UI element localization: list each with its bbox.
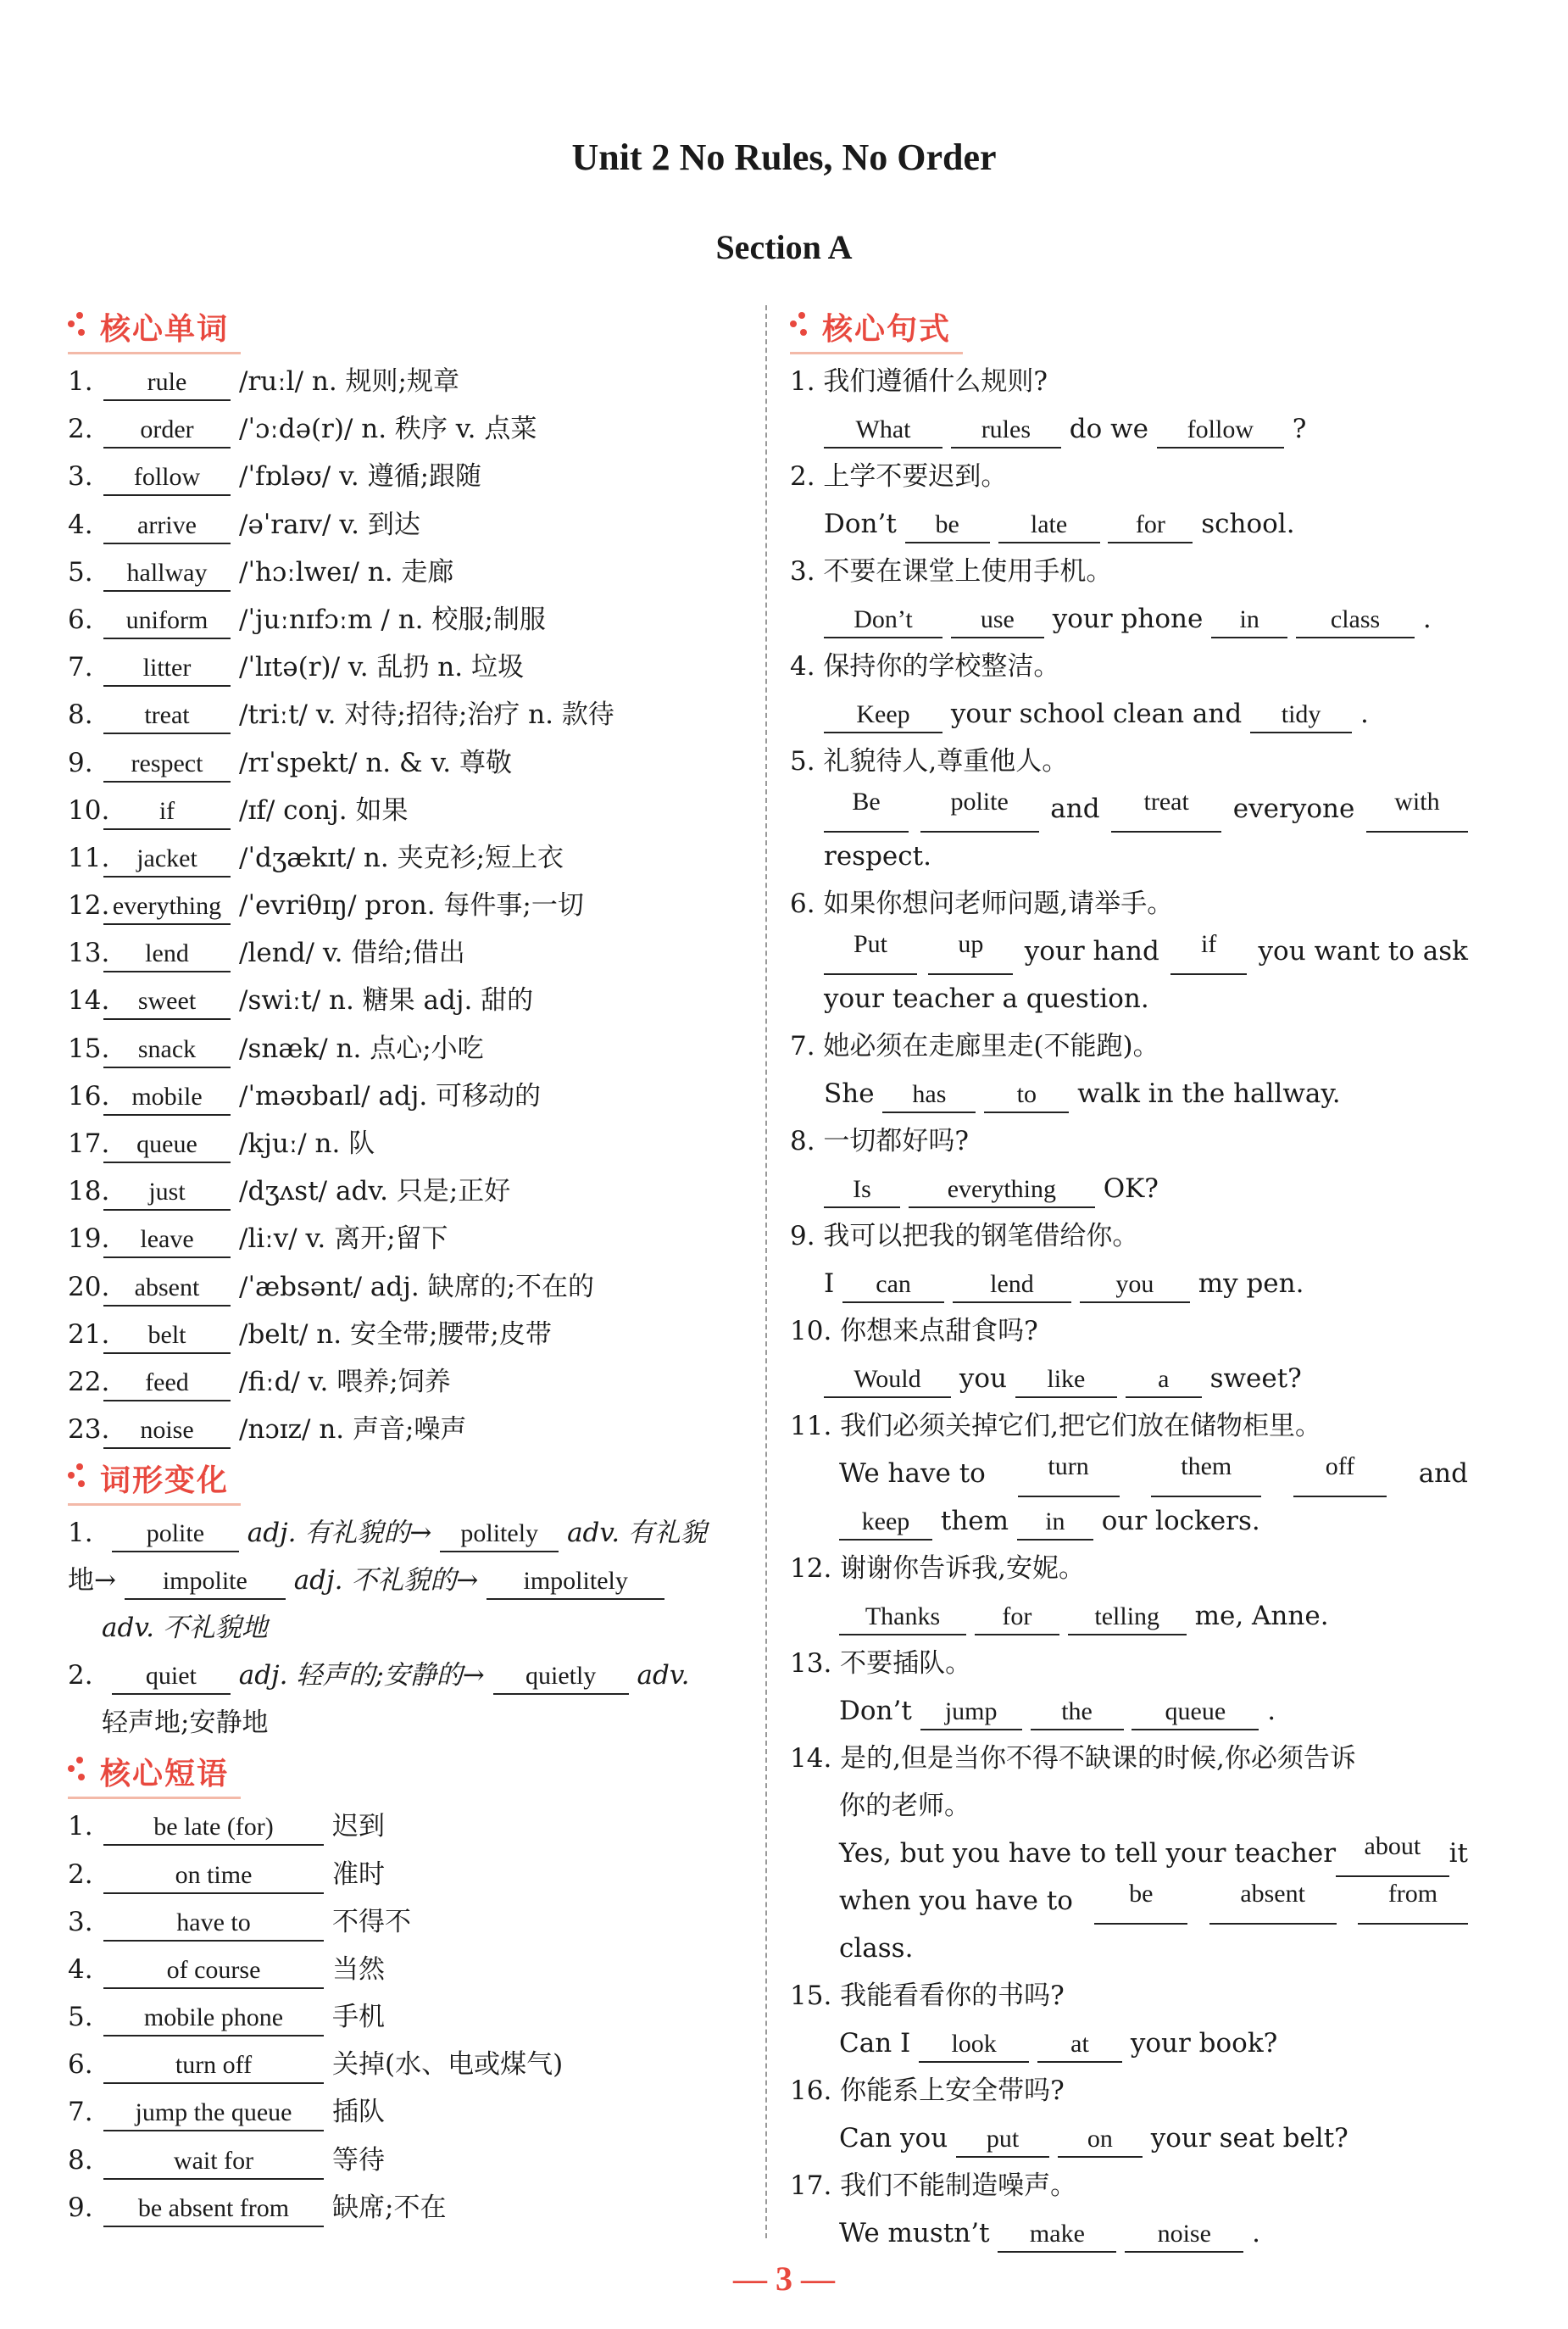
sentence-cn: 11. 我们必须关掉它们,把它们放在储物柜里。 xyxy=(790,1411,1322,1441)
answer-blank[interactable]: jacket xyxy=(103,842,231,878)
answer-blank[interactable]: on xyxy=(1058,2122,1143,2158)
answer-blank[interactable]: snack xyxy=(103,1033,231,1068)
answer-blank[interactable]: be absent from xyxy=(103,2192,324,2227)
sentence-cn: 6. 如果你想问老师问题,请举手。 xyxy=(790,889,1174,919)
answer-blank[interactable]: noise xyxy=(103,1413,231,1449)
answer-blank[interactable]: on time xyxy=(103,1858,324,1894)
answer-blank[interactable]: if xyxy=(103,794,231,830)
answer-blank[interactable]: order xyxy=(103,413,231,449)
sentence-cn: 12. 谢谢你告诉我,安妮。 xyxy=(790,1553,1086,1584)
answer-blank[interactable]: quietly xyxy=(493,1659,629,1695)
sentence-en: Don’t use your phone in class . xyxy=(790,595,1468,643)
sentence-cn: 15. 我能看看你的书吗? xyxy=(790,1981,1065,2011)
phrases-heading: 核心短语 xyxy=(68,1747,746,1802)
meaning: 关掉(水、电或煤气) xyxy=(332,2049,564,2081)
sentence-cn: 17. 我们不能制造噪声。 xyxy=(790,2170,1077,2201)
item-number: 5. xyxy=(68,2002,93,2033)
answer-blank[interactable]: with xyxy=(1366,785,1468,833)
answer-blank[interactable]: jump xyxy=(920,1695,1022,1730)
sentence-en: I can lend you my pen. xyxy=(790,1260,1468,1307)
item-number: 7. xyxy=(68,652,93,683)
answer-blank[interactable]: lend xyxy=(103,937,231,972)
sentence-cn: 9. 我可以把我的钢笔借给你。 xyxy=(790,1221,1139,1251)
answer-blank[interactable]: mobile phone xyxy=(103,2001,324,2036)
answer-blank[interactable]: Be xyxy=(824,785,909,833)
answer-blank[interactable]: What xyxy=(824,413,942,449)
answer-blank[interactable]: can xyxy=(842,1268,944,1303)
sentence-cn: 3. 不要在课堂上使用手机。 xyxy=(790,556,1113,587)
phrase-item xyxy=(68,1802,746,1850)
answer-blank[interactable]: in xyxy=(1211,603,1287,638)
item-number: 6. xyxy=(68,2049,93,2081)
vocab-item xyxy=(68,1358,746,1406)
answer-blank[interactable]: treat xyxy=(103,699,231,734)
sentence-en: Can you put on your seat belt? xyxy=(790,2114,1468,2162)
definition: /liːv/ v. 离开;留下 xyxy=(239,1223,448,1255)
definition: /ˈdʒækɪt/ n. 夹克衫;短上衣 xyxy=(239,842,564,873)
item-number: 23. xyxy=(68,1414,110,1446)
answer-blank[interactable]: be late (for) xyxy=(103,1810,324,1846)
sentence-en: She has to walk in the hallway. xyxy=(790,1070,1468,1117)
vocab-item xyxy=(68,1073,746,1120)
answer-blank[interactable]: rules xyxy=(951,413,1061,449)
item-number: 13. xyxy=(68,938,110,969)
answer-blank[interactable]: polite xyxy=(920,785,1039,833)
sentence-en: keep them in our lockers. xyxy=(790,1497,1468,1545)
section-title: Section A xyxy=(715,228,853,266)
answer-blank[interactable]: treat xyxy=(1111,785,1221,833)
definition: /əˈraɪv/ v. 到达 xyxy=(239,509,420,540)
vocab-item xyxy=(68,882,746,929)
meaning: 缺席;不在 xyxy=(332,2192,447,2223)
answer-blank[interactable]: impolite xyxy=(125,1564,286,1600)
list-item: 轻声地;安静地 xyxy=(102,1708,269,1739)
forms-heading: 词形变化 xyxy=(68,1453,746,1509)
item-number: 14. xyxy=(68,985,110,1017)
answer-blank[interactable]: rule xyxy=(103,365,231,401)
sentence-en: when you have to be absent from xyxy=(790,1877,1468,1925)
forms-list xyxy=(68,1509,746,1747)
item-number: 8. xyxy=(68,2144,93,2176)
answer-blank[interactable]: tidy xyxy=(1250,698,1352,733)
sentence-en: Don’t be late for school. xyxy=(790,500,1468,548)
answer-blank[interactable]: for xyxy=(975,1600,1059,1635)
definition: /dʒʌst/ adv. 只是;正好 xyxy=(239,1176,511,1207)
answer-blank[interactable]: quiet xyxy=(112,1659,231,1695)
sentence-en: Would you like a sweet? xyxy=(790,1355,1468,1402)
definition: /ˈhɔːlweɪ/ n. 走廊 xyxy=(239,556,454,588)
sentence-cn: 你的老师。 xyxy=(839,1791,970,1821)
answer-blank[interactable]: arrive xyxy=(103,509,231,544)
vocab-item xyxy=(68,929,746,977)
answer-blank[interactable]: follow xyxy=(1157,413,1284,449)
dots-icon xyxy=(790,310,812,344)
list-item: 地→ impolite adj. 不礼貌的→ impolitely xyxy=(68,1557,746,1604)
answer-blank[interactable]: polite xyxy=(112,1517,239,1552)
item-number: 7. xyxy=(68,2097,93,2128)
item-number: 3. xyxy=(68,1906,93,1937)
answer-blank[interactable]: like xyxy=(1015,1362,1117,1398)
answer-blank[interactable]: jump the queue xyxy=(103,2096,324,2131)
dots-icon xyxy=(68,310,90,344)
item-number: 9. xyxy=(68,2192,93,2223)
vocab-item xyxy=(68,787,746,834)
answer-blank[interactable]: you xyxy=(1080,1268,1190,1303)
answer-blank[interactable]: politely xyxy=(440,1517,559,1552)
sentence-cn: 16. 你能系上安全带吗? xyxy=(790,2075,1065,2106)
sentence-cn: 8. 一切都好吗? xyxy=(790,1126,970,1156)
phrase-item xyxy=(68,2088,746,2136)
sentence-en: your teacher a question. xyxy=(824,983,1149,1014)
meaning: 插队 xyxy=(332,2097,385,2128)
dots-icon xyxy=(68,1462,90,1496)
sentence-cn: 2. 上学不要迟到。 xyxy=(790,461,1008,492)
sentence-cn: 10. 你想来点甜食吗? xyxy=(790,1316,1038,1346)
answer-blank[interactable]: sweet xyxy=(103,984,231,1020)
sentence-en: What rules do we follow ? xyxy=(790,405,1468,453)
answer-blank[interactable]: impolitely xyxy=(487,1564,664,1600)
vocab-item xyxy=(68,834,746,882)
answer-blank[interactable]: a xyxy=(1126,1362,1202,1398)
answer-blank[interactable]: make xyxy=(998,2217,1116,2253)
answer-blank[interactable]: litter xyxy=(103,651,231,687)
definition: /triːt/ v. 对待;招待;治疗 n. 款待 xyxy=(239,699,614,731)
answer-blank[interactable]: just xyxy=(103,1175,231,1211)
item-number: 2. xyxy=(68,1858,93,1890)
answer-blank[interactable]: about xyxy=(1336,1830,1449,1877)
sentences-heading: 核心句式 xyxy=(790,302,1468,358)
answer-blank[interactable]: class xyxy=(1296,603,1415,638)
sentence-en: Put up your hand if you want to ask xyxy=(790,928,1468,975)
answer-blank[interactable]: put xyxy=(956,2122,1049,2158)
sentence-cn: 14. 是的,但是当你不得不缺课的时候,你必须告诉 xyxy=(790,1743,1356,1774)
vocab-item xyxy=(68,739,746,787)
vocab-item xyxy=(68,596,746,644)
definition: /ruːl/ n. 规则;规章 xyxy=(239,366,460,397)
meaning: 迟到 xyxy=(332,1811,385,1842)
meaning: 手机 xyxy=(332,2002,385,2033)
sentence-cn: 13. 不要插队。 xyxy=(790,1648,972,1679)
answer-blank[interactable]: everything xyxy=(103,889,231,925)
sentence-cn: 5. 礼貌待人,尊重他人。 xyxy=(790,746,1069,777)
answer-blank[interactable]: late xyxy=(998,508,1100,543)
answer-blank[interactable]: respect xyxy=(103,747,231,783)
answer-blank[interactable]: up xyxy=(928,928,1013,975)
answer-blank[interactable]: be xyxy=(1094,1877,1187,1925)
item-number: 10. xyxy=(68,794,110,826)
phrase-item xyxy=(68,1946,746,1993)
vocab-item xyxy=(68,1263,746,1311)
answer-blank[interactable]: telling xyxy=(1068,1600,1187,1635)
dots-icon xyxy=(68,1755,90,1789)
definition: /swiːt/ n. 糖果 adj. 甜的 xyxy=(239,985,534,1017)
answer-blank[interactable]: keep xyxy=(839,1505,932,1541)
answer-blank[interactable]: Keep xyxy=(824,698,942,733)
sentence-en: Yes, but you have to tell your teacher about it xyxy=(790,1830,1468,1877)
sentence-en: respect. xyxy=(824,841,931,872)
answer-blank[interactable]: absent xyxy=(1209,1877,1337,1925)
item-number: 12. xyxy=(68,890,110,922)
answer-blank[interactable]: leave xyxy=(103,1223,231,1258)
item-number: 17. xyxy=(68,1128,110,1159)
vocab-item xyxy=(68,1311,746,1358)
vocab-item xyxy=(68,1025,746,1073)
list-item: adv. 不礼貌地 xyxy=(102,1613,268,1644)
answer-blank[interactable]: hallway xyxy=(103,556,231,592)
answer-blank[interactable]: lend xyxy=(953,1268,1071,1303)
answer-blank[interactable]: Thanks xyxy=(839,1600,966,1635)
item-number: 3. xyxy=(68,461,93,493)
definition: /ˈfɒləʊ/ v. 遵循;跟随 xyxy=(239,461,482,493)
item-number: 22. xyxy=(68,1366,110,1397)
item-number: 5. xyxy=(68,556,93,588)
definition: /kjuː/ n. 队 xyxy=(239,1128,375,1159)
answer-blank[interactable]: Don’t xyxy=(824,603,942,638)
answer-blank[interactable]: look xyxy=(919,2027,1029,2063)
meaning: 准时 xyxy=(332,1858,385,1890)
definition: /nɔɪz/ n. 声音;噪声 xyxy=(239,1414,467,1446)
item-number: 21. xyxy=(68,1318,110,1350)
answer-blank[interactable]: wait for xyxy=(103,2144,324,2180)
definition: /ˈməʊbaɪl/ adj. 可移动的 xyxy=(239,1080,542,1112)
sentence-en: Be polite and treat everyone with xyxy=(790,785,1468,833)
answer-blank[interactable]: belt xyxy=(103,1318,231,1354)
phrase-item xyxy=(68,1993,746,2041)
definition: /ɪf/ conj. 如果 xyxy=(239,794,409,826)
definition: /belt/ n. 安全带;腰带;皮带 xyxy=(239,1318,552,1350)
vocab-item xyxy=(68,691,746,738)
item-number: 9. xyxy=(68,747,93,778)
vocab-heading: 核心单词 xyxy=(68,302,746,358)
answer-blank[interactable]: from xyxy=(1358,1877,1468,1925)
answer-blank[interactable]: uniform xyxy=(103,604,231,639)
answer-blank[interactable]: queue xyxy=(1132,1695,1259,1730)
sentence-en: class. xyxy=(839,1933,914,1964)
definition: /ˈlɪtə(r)/ v. 乱扔 n. 垃圾 xyxy=(239,652,524,683)
phrase-item xyxy=(68,2184,746,2231)
sentence-en: Don’t jump the queue . xyxy=(790,1687,1468,1735)
item-number: 4. xyxy=(68,1953,93,1985)
phrase-item xyxy=(68,1851,746,1898)
item-number: 4. xyxy=(68,509,93,540)
vocab-item xyxy=(68,501,746,549)
vocab-item xyxy=(68,644,746,691)
meaning: 当然 xyxy=(332,1953,385,1985)
sentence-en: We have to turn them off and xyxy=(790,1450,1468,1497)
answer-blank[interactable]: Would xyxy=(824,1362,951,1398)
answer-blank[interactable]: be xyxy=(905,508,990,543)
page-title: Unit 2 No Rules, No Order xyxy=(571,137,997,178)
list-item: 1. polite adj. 有礼貌的→ politely adv. 有礼貌 xyxy=(68,1509,746,1557)
answer-blank[interactable]: turn xyxy=(1018,1450,1120,1497)
vocab-item xyxy=(68,1215,746,1262)
answer-blank[interactable]: feed xyxy=(103,1366,231,1401)
item-number: 19. xyxy=(68,1223,110,1255)
item-number: 20. xyxy=(68,1271,110,1302)
column-divider xyxy=(765,305,767,2238)
sentence-cn: 7. 她必须在走廊里走(不能跑)。 xyxy=(790,1031,1159,1061)
phrase-item xyxy=(68,2137,746,2184)
item-number: 15. xyxy=(68,1033,110,1064)
meaning: 等待 xyxy=(332,2144,385,2176)
answer-blank[interactable]: noise xyxy=(1125,2217,1243,2253)
vocab-item xyxy=(68,977,746,1024)
phrase-item xyxy=(68,1898,746,1946)
phrase-item xyxy=(68,2041,746,2088)
phrase-list xyxy=(68,1802,746,2231)
item-number: 2. xyxy=(68,414,93,445)
meaning: 不得不 xyxy=(332,1906,411,1937)
item-number: 1. xyxy=(68,1811,93,1842)
answer-blank[interactable]: absent xyxy=(103,1271,231,1307)
sentence-en: Is everything OK? xyxy=(790,1165,1468,1212)
list-item: 2. quiet adj. 轻声的;安静的→ quietly adv. xyxy=(68,1652,746,1699)
item-number: 6. xyxy=(68,604,93,635)
page-number: — 3 — xyxy=(733,2259,835,2298)
left-column xyxy=(68,302,746,2231)
right-column xyxy=(790,302,1468,2257)
definition: /fiːd/ v. 喂养;饲养 xyxy=(239,1366,451,1397)
answer-blank[interactable]: Is xyxy=(824,1173,900,1208)
sentence-cn: 1. 我们遵循什么规则? xyxy=(790,366,1048,397)
answer-blank[interactable]: everything xyxy=(909,1173,1095,1208)
sentence-en: Can I look at your book? xyxy=(790,2020,1468,2067)
definition: /ˈevriθɪŋ/ pron. 每件事;一切 xyxy=(239,890,584,922)
vocab-item xyxy=(68,453,746,500)
vocab-item xyxy=(68,405,746,453)
answer-blank[interactable]: Put xyxy=(824,928,917,975)
answer-blank[interactable]: to xyxy=(984,1078,1069,1113)
answer-blank[interactable]: of course xyxy=(103,1953,324,1989)
answer-blank[interactable]: turn off xyxy=(103,2048,324,2084)
item-number: 11. xyxy=(68,842,110,873)
answer-blank[interactable]: if xyxy=(1170,928,1247,975)
sentence-cn: 4. 保持你的学校整洁。 xyxy=(790,651,1060,682)
vocab-item xyxy=(68,358,746,405)
item-number: 16. xyxy=(68,1080,110,1112)
vocab-list xyxy=(68,358,746,1453)
definition: /ˈjuːnɪfɔːm / n. 校服;制服 xyxy=(239,604,546,635)
definition: /lend/ v. 借给;借出 xyxy=(239,938,465,969)
answer-blank[interactable]: them xyxy=(1151,1450,1261,1497)
sentence-en: We mustn’t make noise . xyxy=(790,2209,1468,2257)
definition: /ˈɔːdə(r)/ n. 秩序 v. 点菜 xyxy=(239,414,537,445)
answer-blank[interactable]: queue xyxy=(103,1128,231,1163)
vocab-item xyxy=(68,1120,746,1167)
answer-blank[interactable]: follow xyxy=(103,460,231,496)
answer-blank[interactable]: mobile xyxy=(103,1080,231,1116)
definition: /snæk/ n. 点心;小吃 xyxy=(239,1033,484,1064)
item-number: 1. xyxy=(68,366,93,397)
answer-blank[interactable]: have to xyxy=(103,1906,324,1942)
answer-blank[interactable]: has xyxy=(882,1078,976,1113)
answer-blank[interactable]: for xyxy=(1108,508,1193,543)
vocab-item xyxy=(68,549,746,596)
item-number: 18. xyxy=(68,1176,110,1207)
answer-blank[interactable]: in xyxy=(1017,1505,1093,1541)
answer-blank[interactable]: off xyxy=(1293,1450,1387,1497)
item-number: 8. xyxy=(68,699,93,731)
answer-blank[interactable]: the xyxy=(1031,1695,1124,1730)
answer-blank[interactable]: at xyxy=(1037,2027,1122,2063)
answer-blank[interactable]: use xyxy=(951,603,1044,638)
sentence-en: Keep your school clean and tidy . xyxy=(790,690,1468,738)
sentence-en: Thanks for telling me, Anne. xyxy=(790,1592,1468,1640)
definition: /ˈæbsənt/ adj. 缺席的;不在的 xyxy=(239,1271,595,1302)
vocab-item xyxy=(68,1167,746,1215)
definition: /rɪˈspekt/ n. & v. 尊敬 xyxy=(239,747,513,778)
vocab-item xyxy=(68,1406,746,1453)
